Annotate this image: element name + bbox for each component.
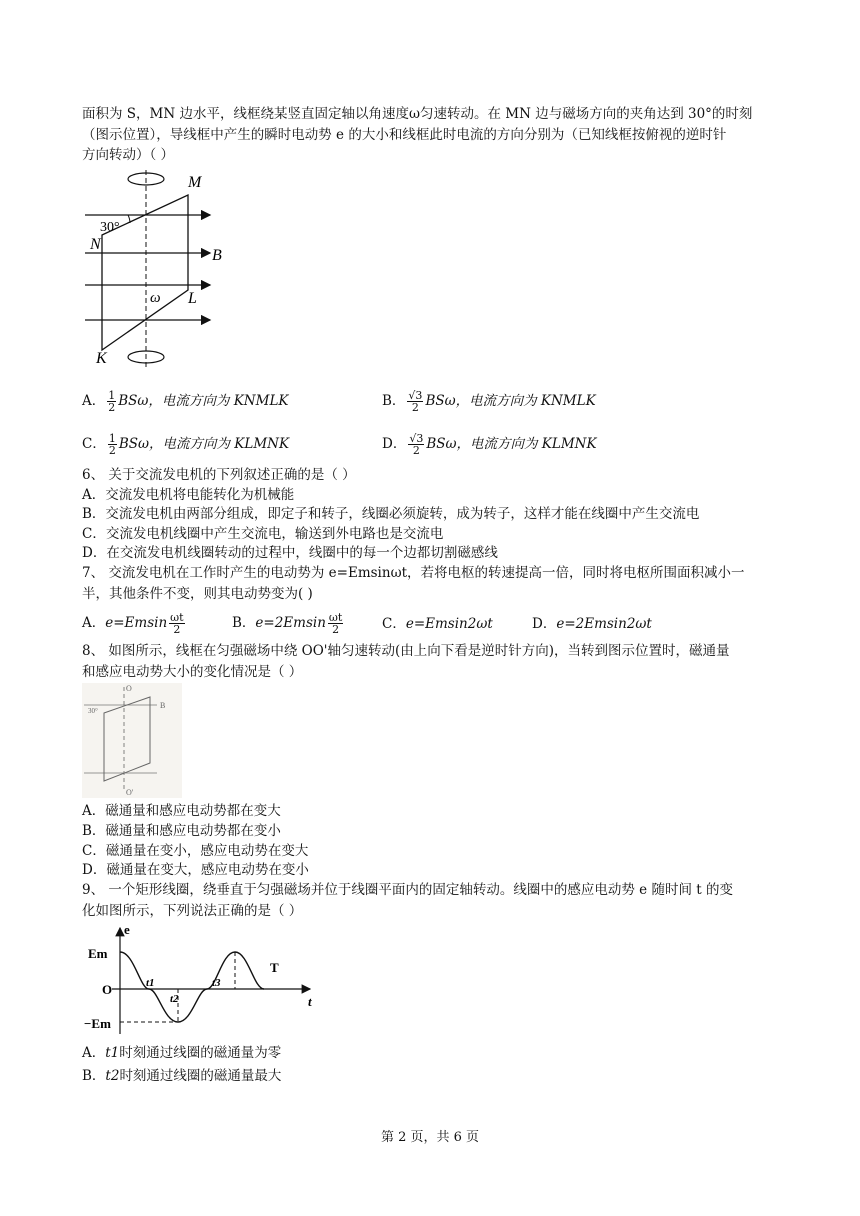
- q5-option-c[interactable]: C． $\frac{1}{2}$ BSω，电流方向为 KLMNK: [82, 432, 290, 457]
- q6-option-b[interactable]: B．交流发电机由两部分组成，即定子和转子，线圈必须旋转，成为转子，这样才能在线圈中产生交流电: [82, 506, 700, 522]
- q5-stem-line1: 面积为 S，MN 边水平，线框绕某竖直固定轴以角速度ω匀速转动。在 MN 边与磁场方向的夹角达到 30°的时刻: [82, 106, 753, 122]
- q5-stem-line3: 方向转动）（ ）: [82, 147, 175, 163]
- label-omega: ω: [150, 290, 161, 306]
- label-Em: Em: [88, 946, 108, 961]
- label-angle: 30°: [100, 220, 120, 235]
- q8-option-d[interactable]: D．磁通量在变大，感应电动势在变小: [82, 862, 309, 878]
- q5-figure: [80, 165, 240, 375]
- q9-stem-line1: 9、 一个矩形线圈，绕垂直于匀强磁场并位于线圈平面内的固定轴转动。线圈中的感应电动势 e 随时间 t 的变: [82, 882, 733, 898]
- q8-option-b[interactable]: B．磁通量和感应电动势都在变小: [82, 823, 281, 839]
- q6-option-c[interactable]: C．交流发电机线圈中产生交流电，输送到外电路也是交流电: [82, 526, 444, 542]
- emf-curve: [120, 952, 264, 1022]
- label-O: O: [126, 684, 132, 693]
- q5-option-a[interactable]: A． $\frac{1}{2}$ BSω，电流方向为 KNMLK: [82, 389, 289, 414]
- label-T: T: [270, 960, 279, 975]
- page-footer: 第 2 页，共 6 页: [380, 1130, 480, 1145]
- q9-figure: [82, 922, 322, 1037]
- q8-option-c[interactable]: C．磁通量在变小，感应电动势在变大: [82, 843, 309, 859]
- label-e: e: [124, 922, 130, 937]
- q7-option-a[interactable]: A．e=Emsin $\frac{\omega t}{2}$: [82, 611, 184, 636]
- q5-stem-line2: （图示位置），导线框中产生的瞬时电动势 e 的大小和线框此时电流的方向分别为（已知线框按俯视的逆时针: [82, 127, 727, 143]
- q8-stem-line2: 和感应电动势大小的变化情况是（ ）: [82, 664, 303, 680]
- label-O-prime: O': [126, 788, 134, 797]
- label-t: t: [308, 994, 312, 1009]
- q8-stem-line1: 8、 如图所示，线框在匀强磁场中绕 OO'轴匀速转动(由上向下看是逆时针方向)，当转到图示位置时，磁通量: [82, 643, 730, 659]
- q7-stem-line2: 半，其他条件不变，则其电动势变为( ): [82, 586, 313, 602]
- label-O: O: [102, 982, 113, 997]
- label-B: B: [160, 701, 166, 710]
- label-t1: t1: [146, 977, 155, 989]
- q8-figure: [82, 683, 182, 798]
- q5-option-b[interactable]: B． $\frac{√3}{2}$ BSω，电流方向为 KNMLK: [382, 389, 596, 414]
- q5-option-d[interactable]: D． $\frac{√3}{2}$ BSω，电流方向为 KLMNK: [382, 432, 597, 457]
- q9-option-b[interactable]: B．t2时刻通过线圈的磁通量最大: [82, 1068, 282, 1084]
- label-t3: t3: [212, 977, 221, 989]
- q6-option-a[interactable]: A．交流发电机将电能转化为机械能: [82, 487, 295, 503]
- q6-option-d[interactable]: D．在交流发电机线圈转动的过程中，线圈中的每一个边都切割磁感线: [82, 545, 498, 561]
- q7-option-c[interactable]: C．e=Emsin2ωt: [382, 616, 493, 632]
- q7-stem-line1: 7、 交流发电机在工作时产生的电动势为 e=Emsinωt，若将电枢的转速提高一倍，同时将电枢所围面积减小一: [82, 565, 745, 581]
- label-t2: t2: [170, 993, 179, 1005]
- q6-stem: 6、 关于交流发电机的下列叙述正确的是（ ）: [82, 467, 356, 483]
- label-L: L: [188, 290, 197, 307]
- coil-frame: [102, 195, 188, 350]
- label-M: M: [188, 174, 202, 191]
- q9-stem-line2: 化如图所示，下列说法正确的是（ ）: [82, 903, 303, 919]
- label-angle: 30°: [88, 707, 98, 715]
- label-N: N: [90, 236, 101, 253]
- q8-option-a[interactable]: A．磁通量和感应电动势都在变大: [82, 803, 281, 819]
- q7-option-d[interactable]: D．e=2Emsin2ωt: [532, 616, 652, 632]
- q9-option-a[interactable]: A．t1时刻通过线圈的磁通量为零: [82, 1045, 282, 1061]
- label-neg-Em: −Em: [84, 1016, 111, 1031]
- q7-option-b[interactable]: B．e=2Emsin $\frac{\omega t}{2}$: [232, 611, 343, 636]
- label-K: K: [96, 350, 107, 367]
- label-B: B: [212, 247, 222, 264]
